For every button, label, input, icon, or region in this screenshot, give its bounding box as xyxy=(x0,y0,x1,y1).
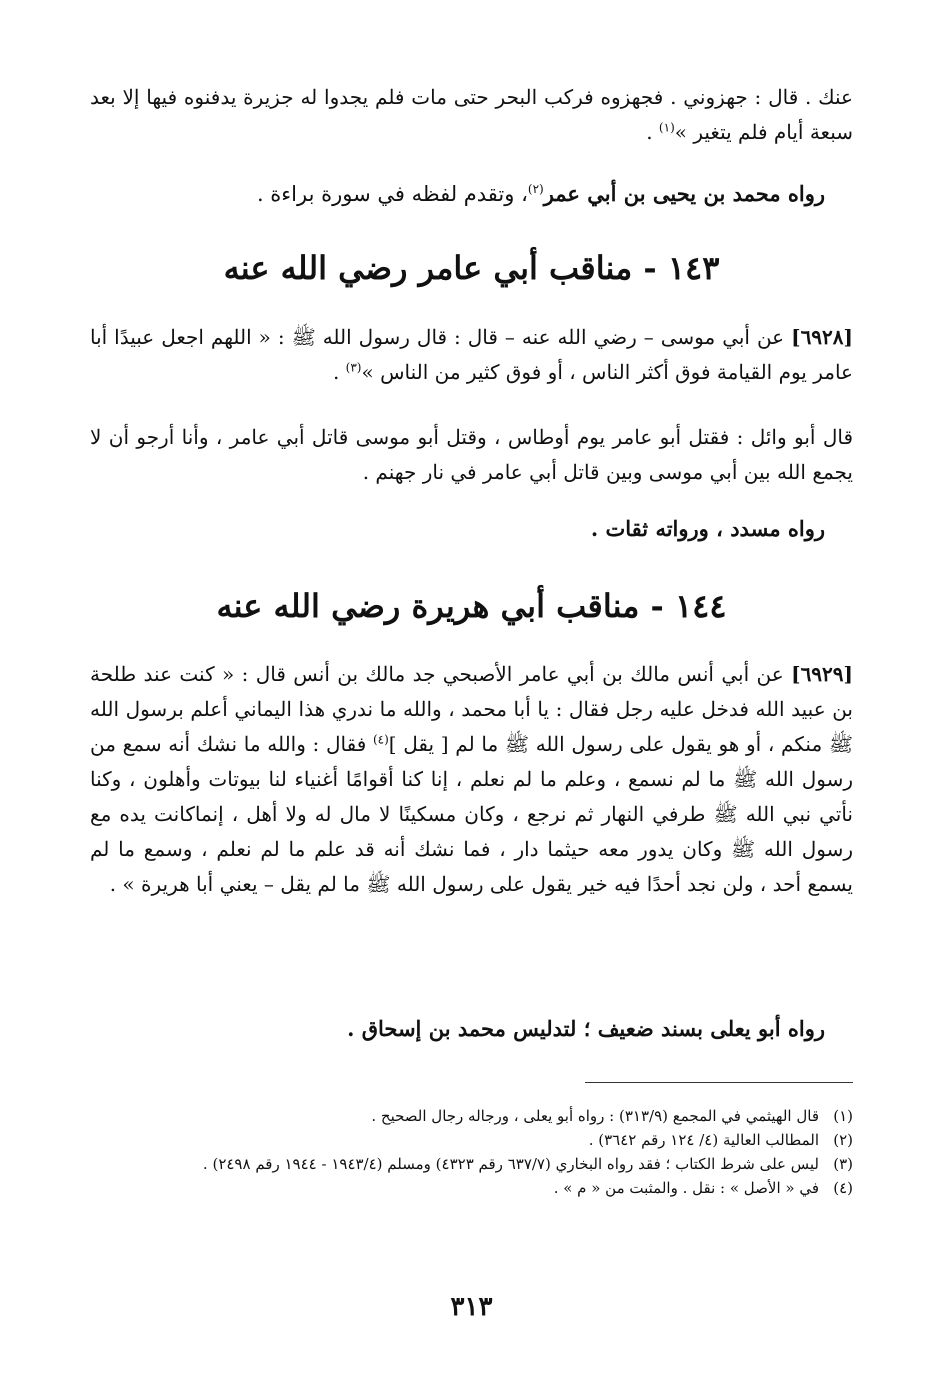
hadith-text: فقال : والله ما نشك أنه سمع من رسول الله ﷺ ما لم نسمع ، وعلم ما لم نعلم ، إنا كنا أقوامًا أغنياء لنا بيوتات وأهلون ، وكنا نأتي نبي الله ﷺ طرفي النهار ثم نرجع ، وكان مسكينًا لا مال له ولا أهل ، إنماكانت يده مع رسول الله ﷺ وكان يدور معه حيثما دار ، فما نشك أنه قد علم ما لم نعلم ، وسمع ما لم يسمع أحد ، ولن نجد أحدًا فيه خير يقول على رسول الله ﷺ ما لم يقل – يعني أبا هريرة » . xyxy=(90,732,853,896)
source-line: رواه مسدد ، ورواته ثقات . xyxy=(590,516,825,541)
hadith-paragraph xyxy=(90,657,853,902)
footnote-ref: (٢) xyxy=(527,182,544,196)
hadith-text: عن أبي موسى – رضي الله عنه – قال : قال رسول الله ﷺ : « اللهم اجعل عبيدًا أبا عامر يوم القيامة فوق أكثر الناس ، أو فوق كثير من الناس » xyxy=(90,325,853,384)
footnote-separator xyxy=(585,1082,853,1083)
continuation-paragraph xyxy=(90,80,853,150)
section-heading: ١٤٤ - مناقب أبي هريرة رضي الله عنه xyxy=(216,587,727,625)
footnote: (٢) المطالب العالية (٤/ ١٢٤ رقم ٣٦٤٢) . xyxy=(588,1131,853,1149)
hadith-number: [٦٩٢٩] xyxy=(791,662,853,686)
source-line: رواه محمد بن يحيى بن أبي عمر$^{(٢)}$، وتقدم لفظه في سورة براءة . xyxy=(256,181,825,206)
footnote: (٤) في « الأصل » : نقل . والمثبت من « م » . xyxy=(553,1179,853,1197)
narration-paragraph: قال أبو وائل : فقتل أبو عامر يوم أوطاس ، وقتل أبو موسى قاتل أبي عامر ، وأنا أرجو أن لا يجمع الله بين أبي موسى وبين قاتل أبي عامر في نار جهنم . xyxy=(90,425,853,484)
section-heading: ١٤٣ - مناقب أبي عامر رضي الله عنه xyxy=(223,249,720,287)
footnote-ref: (١) xyxy=(658,120,675,135)
footnotes xyxy=(90,1104,853,1200)
hadith-paragraph: [٦٩٢٨] عن أبي موسى – رضي الله عنه – قال : قال رسول الله ﷺ : « اللهم اجعل عبيدًا أبا عامر يوم القيامة فوق أكثر الناس ، أو فوق كثير من الناس »$^{(٣)}$ . xyxy=(90,325,853,384)
hadith-number: [٦٩٢٨] xyxy=(791,325,853,349)
hadith-text: عن أبي أنس مالك بن أبي عامر الأصبحي جد مالك بن أنس قال : « كنت عند طلحة بن عبيد الله فدخل عليه رجل فقال : يا أبا محمد ، والله ما ندري هذا اليماني أعلم برسول الله ﷺ منكم ، أو هو يقول على رسول الله ﷺ ما لم [ يقل ] xyxy=(90,662,853,756)
footnote: (١) قال الهيثمي في المجمع (٣١٣/٩) : رواه أبو يعلى ، ورجاله رجال الصحيح . xyxy=(371,1107,853,1125)
continuation-text: عنك . قال : جهزوني . فجهزوه فركب البحر حتى مات فلم يجدوا له جزيرة يدفنوه فيها إلا بعد سبعة أيام فلم يتغير »$^{(١)}$ . xyxy=(90,85,853,144)
page-number: ٣١٣ xyxy=(450,1292,493,1322)
footnote-ref: (٤) xyxy=(372,732,389,747)
footnote: (٣) ليس على شرط الكتاب ؛ فقد رواه البخاري (٦٣٧/٧ رقم ٤٣٢٣) ومسلم (١٩٤٣/٤ - ١٩٤٤ رقم ٢٤٩٨) . xyxy=(202,1155,853,1173)
source-line: رواه أبو يعلى بسند ضعيف ؛ لتدليس محمد بن إسحاق . xyxy=(347,1016,825,1041)
footnote-ref: (٣) xyxy=(345,360,362,375)
